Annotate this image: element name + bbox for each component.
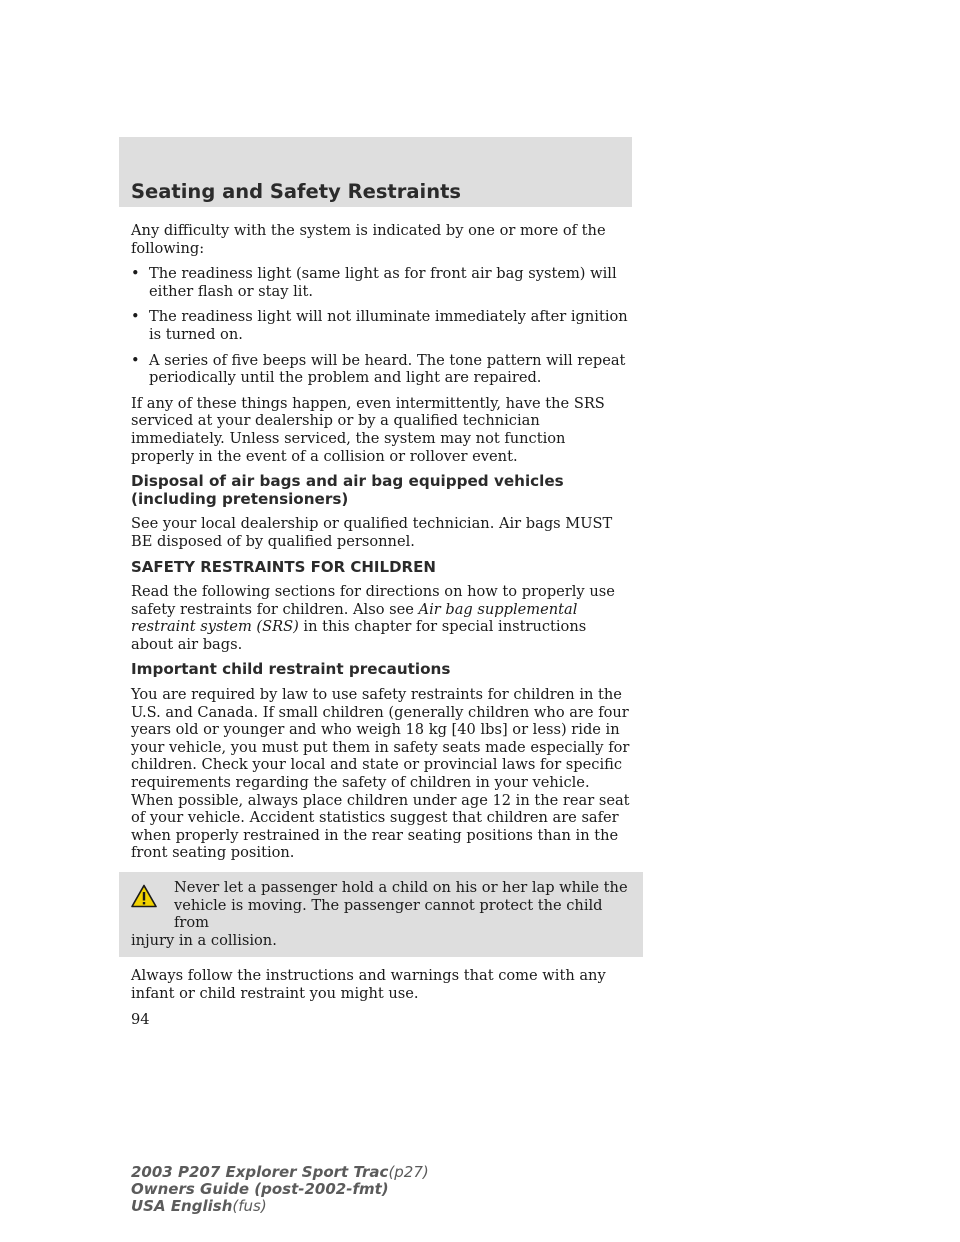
warning-line-1: Never let a passenger hold a child on his or her lap while the — [174, 879, 628, 896]
bullet-icon: • — [131, 351, 140, 369]
warning-triangle-icon — [131, 884, 157, 908]
children-text-before: Read the following sections for directions on how to properly use safety restraints for children. Also see — [131, 583, 615, 618]
children-text-after: in this chapter for special instructions about air bags. — [131, 618, 587, 653]
footer-line-1 — [131, 1164, 429, 1181]
list-item — [131, 308, 631, 343]
footer-language-code: (fus) — [232, 1197, 267, 1215]
disposal-paragraph: See your local dealership or qualified technician. Air bags MUST BE disposed of by qualified personnel. — [131, 515, 613, 550]
footer-model: 2003 P207 Explorer Sport Trac — [131, 1163, 389, 1181]
precautions-paragraph: You are required by law to use safety restraints for children in the U.S. and Canada. If small children (generally children who are four years old or younger and who weigh 18 kg [40 lbs] or less) ride in your vehicle, you must put them in safety seats made especially for children. Check your local and state or provincial laws for specific requirements regarding the safety of children in your vehicle. When possible, always place children under age 12 in the rear seat of your vehicle. Accident statistics suggest that children are safer when properly restrained in the rear seating positions than in the front seating position. — [131, 686, 630, 862]
list-item-text: The readiness light (same light as for front air bag system) will either flash or stay lit. — [149, 265, 617, 300]
section-title: Seating and Safety Restraints — [131, 180, 462, 203]
list-item-text: A series of five beeps will be heard. The tone pattern will repeat periodically until the problem and light are repaired. — [149, 351, 626, 387]
warning-line-2: vehicle is moving. The passenger cannot protect the child from — [174, 896, 603, 932]
bullet-icon: • — [131, 265, 140, 283]
srs-reference: Air bag supplemental restraint system (SRS) — [131, 600, 578, 636]
list-item — [131, 265, 631, 300]
footer-line-3 — [131, 1198, 429, 1215]
document-footer — [131, 1164, 429, 1215]
disposal-heading — [131, 473, 631, 508]
disposal-heading-line1: Disposal of air bags and air bag equipped vehicles — [131, 472, 564, 491]
list-item-text: The readiness light will not illuminate immediately after ignition is turned on. — [149, 308, 628, 343]
section-header-band — [119, 137, 632, 207]
footer-guide: Owners Guide (post-2002-fmt) — [131, 1180, 389, 1198]
precautions-heading: Important child restraint precautions — [131, 660, 451, 679]
disposal-heading-line2: (including pretensioners) — [131, 489, 349, 508]
warning-box — [119, 872, 643, 957]
bullet-icon: • — [131, 308, 140, 326]
list-item — [131, 352, 631, 387]
intro-paragraph: Any difficulty with the system is indicated by one or more of the following: — [131, 222, 606, 257]
footer-model-code: (p27) — [388, 1163, 429, 1181]
warning-line-3: injury in a collision. — [131, 931, 277, 949]
page-number: 94 — [131, 1010, 150, 1028]
footer-line-2 — [131, 1181, 429, 1198]
footer-language: USA English — [131, 1197, 233, 1215]
closing-paragraph: Always follow the instructions and warnings that come with any infant or child restraint you might use. — [131, 967, 606, 1002]
page-content — [131, 222, 631, 1028]
children-paragraph — [131, 583, 631, 653]
children-heading: SAFETY RESTRAINTS FOR CHILDREN — [131, 557, 436, 576]
service-paragraph: If any of these things happen, even intermittently, have the SRS serviced at your dealership or by a qualified technician immediately. Unless serviced, the system may not function properly in the event of a collision or rollover event. — [131, 394, 605, 465]
